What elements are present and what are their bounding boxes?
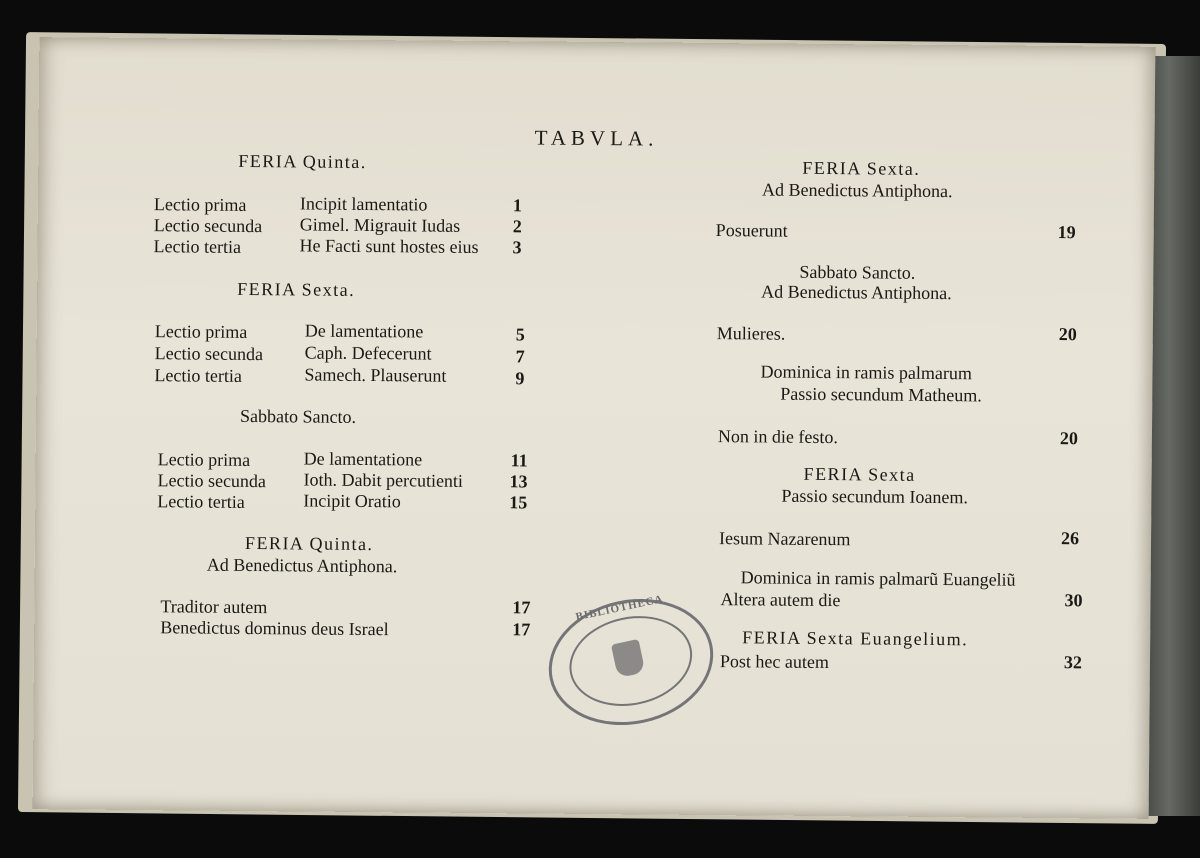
lectio-incipit: Ioth. Dabit percutienti <box>303 469 464 491</box>
lectio-label: Lectio tertia <box>154 365 242 386</box>
lectio-label: Lectio prima <box>154 321 248 342</box>
section-subtitle: Ad Benedictus Antiphona. <box>206 554 398 577</box>
lectio-incipit: De lamentatione <box>304 320 424 342</box>
page-number: 1 <box>512 195 523 216</box>
lectio-label: Lectio prima <box>153 194 247 215</box>
section-subtitle: Passio secundum Matheum. <box>780 383 982 406</box>
page-number: 19 <box>1057 222 1076 243</box>
section-subtitle: Ad Benedictus Antiphona. <box>761 281 952 304</box>
section-title: Sabbato Sancto. <box>240 405 357 427</box>
antiphon-entry: Traditor autem <box>160 596 268 618</box>
page-number: 17 <box>512 597 531 618</box>
section-title: FERIA Sexta <box>803 463 916 485</box>
section-title: Sabbato Sancto. <box>799 261 916 283</box>
page-number: 26 <box>1060 528 1080 549</box>
lectio-label: Lectio tertia <box>157 491 245 512</box>
antiphon-entry: Benedictus dominus deus Israel <box>160 617 389 640</box>
page-number: 20 <box>1058 324 1077 345</box>
lectio-incipit: De lamentatione <box>303 448 423 470</box>
section-title: FERIA Sexta. <box>237 278 356 300</box>
section-subtitle: Ad Benedictus Antiphona. <box>762 179 953 202</box>
antiphon-entry: Posuerunt <box>715 220 788 241</box>
page-number: 15 <box>509 492 528 513</box>
antiphon-entry: Mulieres. <box>716 323 786 344</box>
section-title: FERIA Sexta Euangelium. <box>742 627 969 650</box>
section-subtitle: Passio secundum Ioanem. <box>781 485 968 508</box>
page-number: 5 <box>515 324 525 345</box>
passion-entry: Iesum Nazarenum <box>718 528 851 550</box>
page-number: 11 <box>510 450 528 471</box>
lectio-label: Lectio secunda <box>157 470 267 492</box>
section-title: Dominica in ramis palmarũ Euangeliũ <box>740 567 1016 590</box>
book-binding <box>1148 56 1200 816</box>
page-number: 7 <box>515 346 525 367</box>
passion-entry: Non in die festo. <box>717 426 839 448</box>
page-number: 17 <box>512 619 531 640</box>
page-heading: TABVLA. <box>534 125 659 151</box>
page-number: 9 <box>515 368 525 389</box>
section-title: Dominica in ramis palmarum <box>760 361 973 384</box>
lectio-label: Lectio secunda <box>153 215 263 237</box>
lectio-label: Lectio prima <box>157 449 251 471</box>
lectio-incipit: Gimel. Migrauit Iudas <box>299 214 461 236</box>
page-number: 13 <box>509 471 528 492</box>
section-title: FERIA Quinta. <box>244 532 374 555</box>
lectio-incipit: Incipit lamentatio <box>299 193 428 215</box>
section-title: FERIA Quinta. <box>238 150 367 173</box>
lectio-incipit: He Facti sunt hostes eius <box>299 235 479 257</box>
gospel-entry: Post hec autem <box>719 651 830 673</box>
lectio-label: Lectio secunda <box>154 343 264 365</box>
section-title: FERIA Sexta. <box>802 157 921 179</box>
gospel-entry: Altera autem die <box>720 589 841 611</box>
page-number: 2 <box>512 216 522 237</box>
lectio-incipit: Samech. Plauserunt <box>304 364 447 386</box>
page-number: 3 <box>512 237 522 258</box>
lectio-incipit: Incipit Oratio <box>303 490 401 512</box>
lectio-label: Lectio tertia <box>153 236 242 257</box>
page-number: 32 <box>1063 652 1083 673</box>
page-number: 20 <box>1059 428 1079 449</box>
page-number: 30 <box>1064 590 1083 611</box>
lectio-incipit: Caph. Defecerunt <box>304 342 432 364</box>
stamp-text: BIBLIOTHECA <box>574 593 665 624</box>
